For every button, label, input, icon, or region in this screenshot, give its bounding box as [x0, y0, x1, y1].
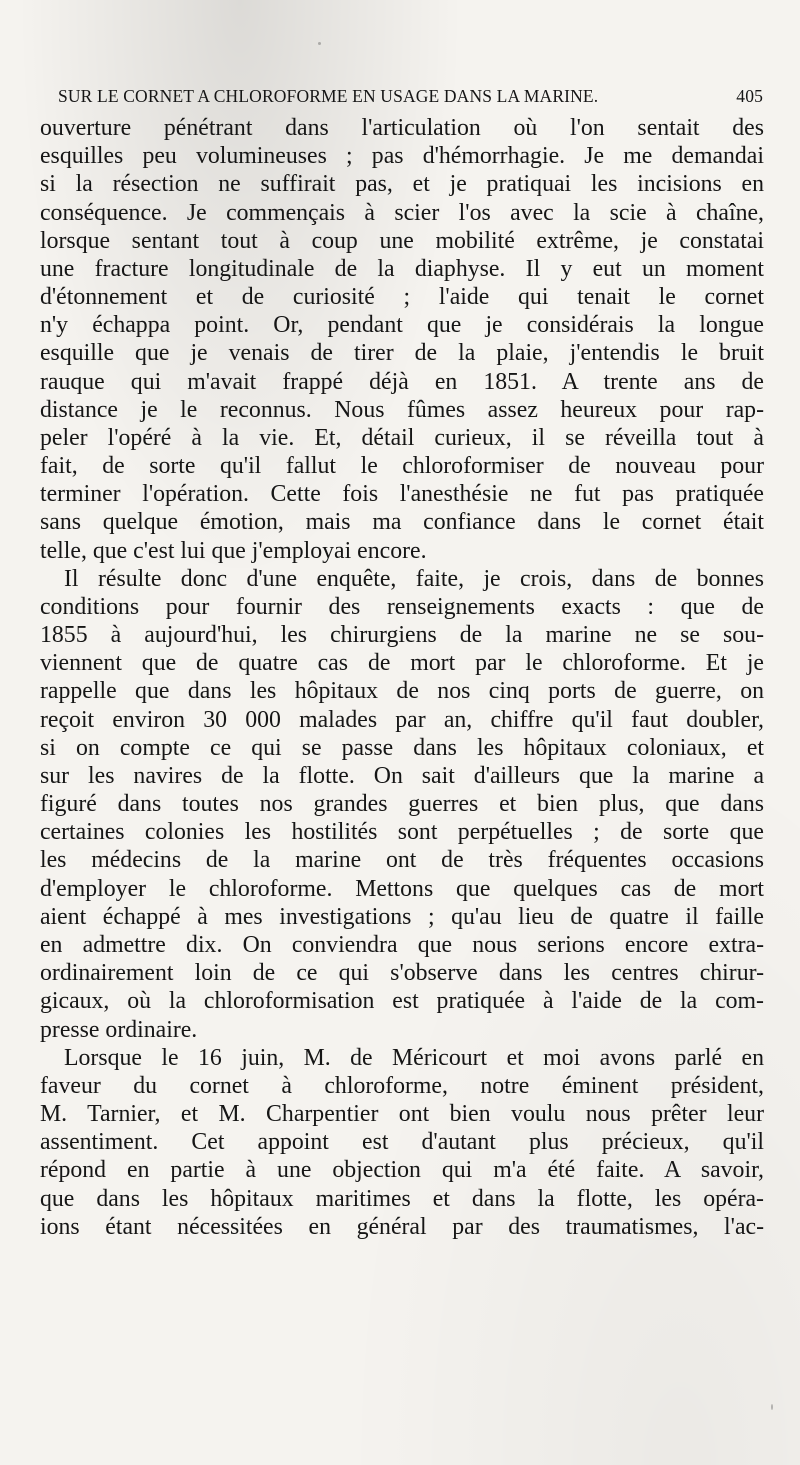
text-line: les médecins de la marine ont de très fréquentes occasions [40, 847, 764, 874]
text-line: viennent que de quatre cas de mort par le chloroforme. Et je [40, 650, 764, 677]
running-head [58, 86, 763, 112]
text-line: presse ordinaire. [40, 1016, 198, 1043]
text-line: distance je le reconnus. Nous fûmes assez heureux pour rap- [40, 396, 764, 423]
running-title: SUR LE CORNET A CHLOROFORME EN USAGE DANS LA MARINE. [58, 86, 599, 106]
text-line: peler l'opéré à la vie. Et, détail curieux, il se réveilla tout à [40, 424, 764, 451]
text-line: M. Tarnier, et M. Charpentier ont bien voulu nous prêter leur [40, 1101, 764, 1128]
text-line: conséquence. Je commençais à scier l'os avec la scie à chaîne, [40, 199, 764, 226]
text-line: rauque qui m'avait frappé déjà en 1851. A trente ans de [40, 368, 764, 395]
paper-speck [318, 42, 321, 45]
text-line: Il résulte donc d'une enquête, faite, je crois, dans de bonnes [64, 565, 764, 592]
paper-speck [771, 1404, 773, 1410]
text-line: esquilles peu volumineuses ; pas d'hémorrhagie. Je me demandai [40, 143, 764, 170]
text-line: répond en partie à une objection qui m'a été faite. A savoir, [40, 1157, 764, 1184]
text-line: ions étant nécessitées en général par des traumatismes, l'ac- [40, 1213, 764, 1240]
text-line: rappelle que dans les hôpitaux de nos cinq ports de guerre, on [40, 678, 764, 705]
text-line: en admettre dix. On conviendra que nous serions encore extra- [40, 931, 764, 958]
text-line: esquille que je venais de tirer de la plaie, j'entendis le bruit [40, 340, 764, 367]
text-line: figuré dans toutes nos grandes guerres et bien plus, que dans [40, 791, 764, 818]
text-line: certaines colonies les hostilités sont perpétuelles ; de sorte que [40, 819, 764, 846]
text-line: sans quelque émotion, mais ma confiance dans le cornet était [40, 509, 764, 536]
text-line: terminer l'opération. Cette fois l'anesthésie ne fut pas pratiquée [40, 481, 764, 508]
text-line: si on compte ce qui se passe dans les hôpitaux coloniaux, et [40, 734, 764, 761]
body-text [40, 114, 764, 1241]
text-line: ouverture pénétrant dans l'articulation où l'on sentait des [40, 115, 764, 141]
text-line: lorsque sentant tout à coup une mobilité extrême, je constatai [40, 227, 764, 254]
text-line: Lorsque le 16 juin, M. de Méricourt et moi avons parlé en [64, 1044, 764, 1071]
text-line: n'y échappa point. Or, pendant que je considérais la longue [40, 312, 764, 339]
text-line: d'étonnement et de curiosité ; l'aide qui tenait le cornet [40, 284, 764, 311]
text-line: telle, que c'est lui que j'employai encore. [40, 537, 427, 564]
text-line: sur les navires de la flotte. On sait d'ailleurs que la marine a [40, 762, 764, 789]
text-line: si la résection ne suffirait pas, et je pratiquai les incisions en [40, 171, 764, 198]
text-line: 1855 à aujourd'hui, les chirurgiens de la marine ne se sou- [40, 622, 764, 649]
text-line: que dans les hôpitaux maritimes et dans la flotte, les opéra- [40, 1185, 764, 1212]
text-line: fait, de sorte qu'il fallut le chloroformiser de nouveau pour [40, 453, 764, 480]
text-line: une fracture longitudinale de la diaphyse. Il y eut un moment [40, 255, 764, 282]
text-line: ordinairement loin de ce qui s'observe dans les centres chirur- [40, 960, 764, 987]
text-line: reçoit environ 30 000 malades par an, chiffre qu'il faut doubler, [40, 706, 764, 733]
text-line: conditions pour fournir des renseignements exacts : que de [40, 593, 764, 620]
text-line: d'employer le chloroforme. Mettons que quelques cas de mort [40, 875, 764, 902]
text-line: aient échappé à mes investigations ; qu'au lieu de quatre il faille [40, 903, 764, 930]
text-line: faveur du cornet à chloroforme, notre éminent président, [40, 1072, 764, 1099]
text-line: assentiment. Cet appoint est d'autant plus précieux, qu'il [40, 1129, 764, 1156]
page-number: 405 [736, 86, 763, 106]
text-line: gicaux, où la chloroformisation est pratiquée à l'aide de la com- [40, 988, 764, 1015]
